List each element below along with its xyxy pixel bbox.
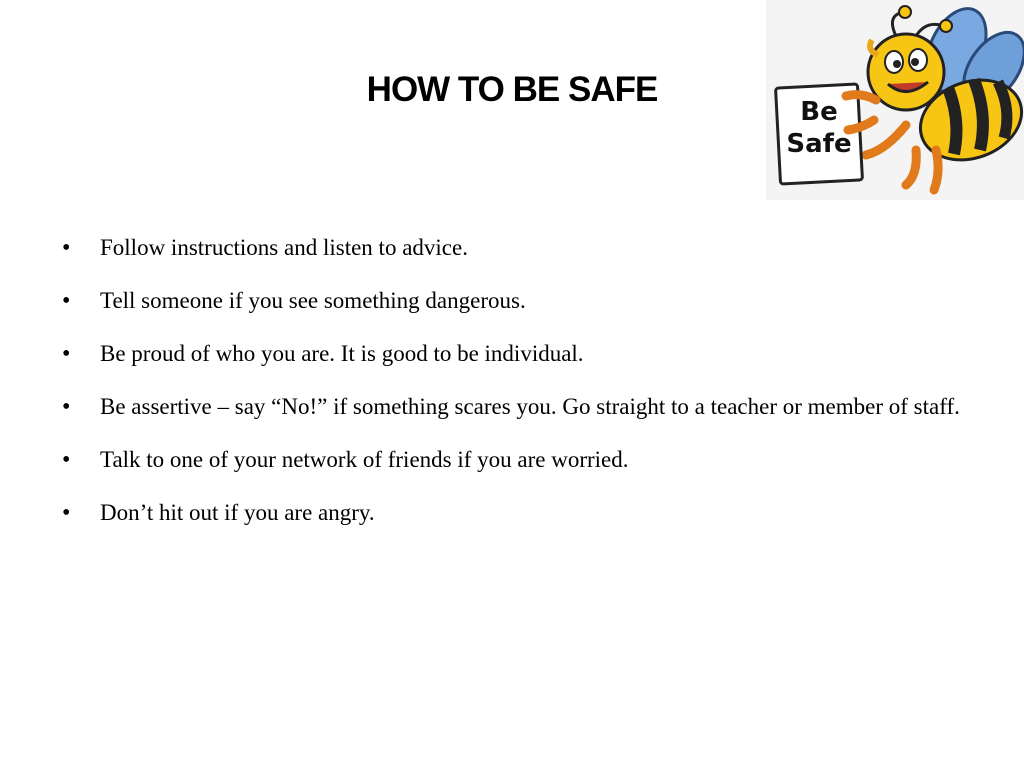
- bullet-text: Talk to one of your network of friends if you are worried.: [100, 447, 629, 472]
- bee-mascot-icon: [766, 0, 1024, 200]
- bullet-list: [62, 226, 962, 544]
- bullet-icon: •: [62, 341, 71, 367]
- list-item: [62, 332, 962, 376]
- bullet-text: Tell someone if you see something dangerous.: [100, 288, 526, 313]
- bullet-text: Don’t hit out if you are angry.: [100, 500, 375, 525]
- sign-line-1: Be: [800, 97, 838, 127]
- list-item: [62, 491, 962, 535]
- bullet-icon: •: [62, 500, 71, 526]
- list-item: [62, 438, 962, 482]
- bullet-text: Be proud of who you are. It is good to be individual.: [100, 341, 584, 366]
- list-item: [62, 226, 962, 270]
- bullet-icon: •: [62, 288, 71, 314]
- bullet-text: Be assertive – say “No!” if something scares you. Go straight to a teacher or member of staff.: [100, 394, 960, 419]
- slide-title: HOW TO BE SAFE: [366, 70, 658, 109]
- bullet-icon: •: [62, 447, 71, 473]
- list-item: [62, 385, 962, 429]
- sign-text: [784, 96, 854, 160]
- bullet-icon: •: [62, 394, 71, 420]
- sign-line-2: Safe: [786, 129, 852, 159]
- bullet-text: Follow instructions and listen to advice.: [100, 235, 468, 260]
- bullet-icon: •: [62, 235, 71, 261]
- list-item: [62, 279, 962, 323]
